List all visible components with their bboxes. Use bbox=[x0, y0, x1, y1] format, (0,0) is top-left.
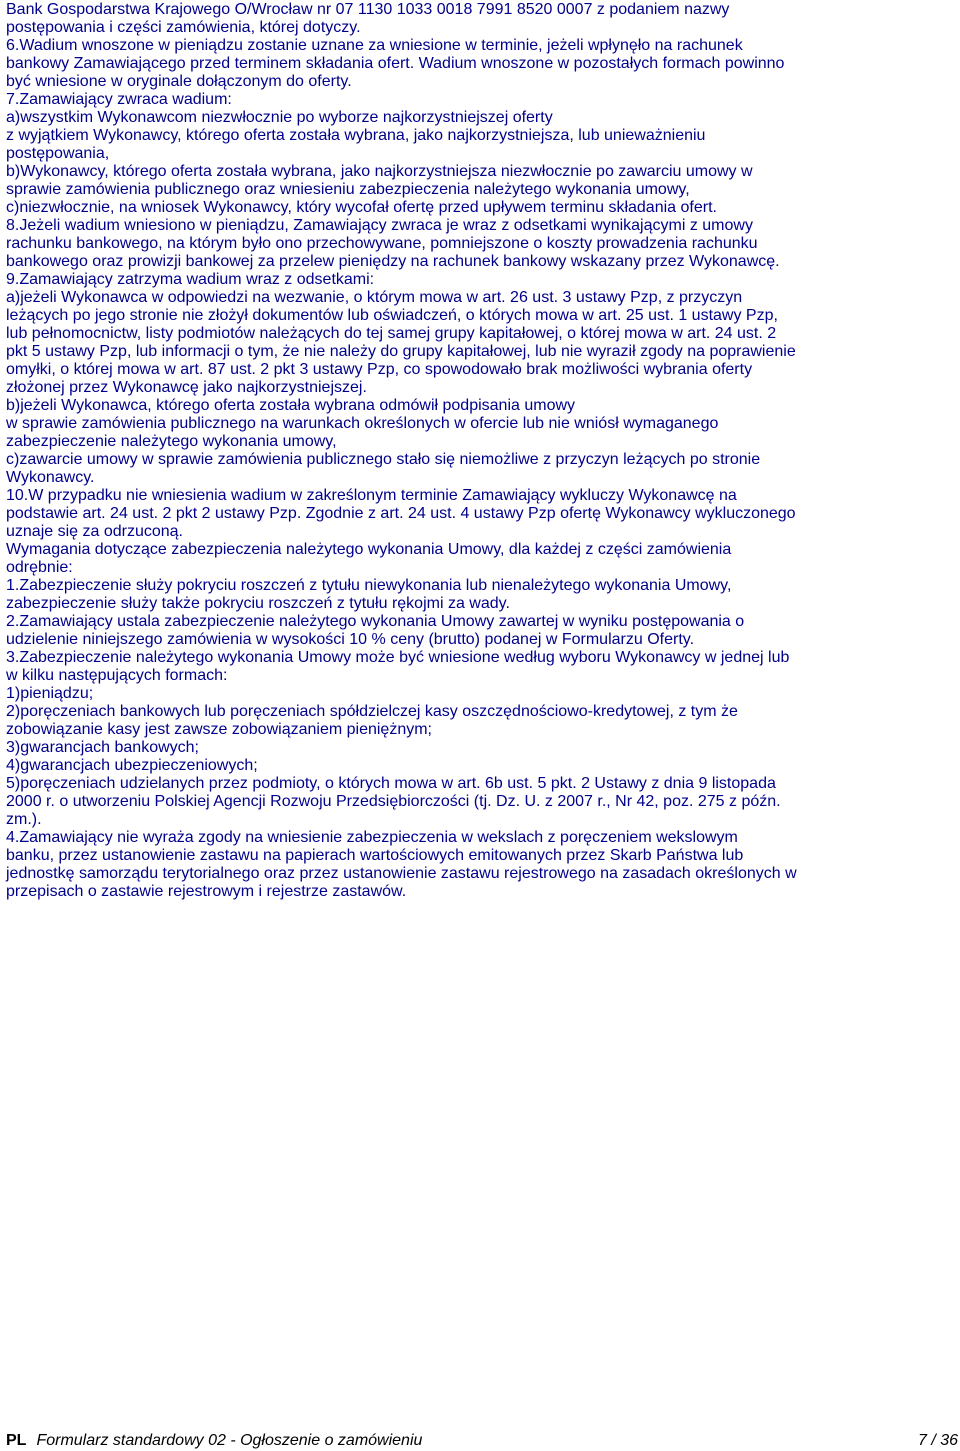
text-line: 7.Zamawiający zwraca wadium: bbox=[6, 91, 232, 108]
text-line: 1)pieniądzu; bbox=[6, 685, 94, 702]
text-line: 9.Zamawiający zatrzyma wadium wraz z odsetkami: bbox=[6, 271, 375, 288]
text-line: banku, przez ustanowienie zastawu na papierach wartościowych emitowanych przez Skarb Państwa lub bbox=[6, 847, 744, 864]
text-line: leżących po jego stronie nie złożył dokumentów lub oświadczeń, o których mowa w art. 25 ust. 1 ustawy Pzp, bbox=[6, 307, 778, 324]
text-line: 3)gwarancjach bankowych; bbox=[6, 739, 199, 756]
text-line: 4)gwarancjach ubezpieczeniowych; bbox=[6, 757, 258, 774]
text-line: udzielenie niniejszego zamówienia w wysokości 10 % ceny (brutto) podanej w Formularzu Oferty. bbox=[6, 631, 695, 648]
text-line: Bank Gospodarstwa Krajowego O/Wrocław nr 07 1130 1033 0018 7991 8520 0007 z podaniem nazwy bbox=[6, 1, 730, 18]
language-code: PL bbox=[6, 1432, 27, 1449]
text-line: postępowania, bbox=[6, 145, 110, 162]
text-line: 10.W przypadku nie wniesienia wadium w zakreślonym terminie Zamawiający wykluczy Wykonawcę na bbox=[6, 487, 737, 504]
text-line: zobowiązanie kasy jest zawsze zobowiązaniem pieniężnym; bbox=[6, 721, 432, 738]
text-line: b)Wykonawcy, którego oferta została wybrana, jako najkorzystniejsza niezwłocznie po zawarciu umowy w bbox=[6, 163, 753, 180]
text-line: 2000 r. o utworzeniu Polskiej Agencji Rozwoju Przedsiębiorczości (tj. Dz. U. z 2007 r., Nr 42, poz. 275 z późn. bbox=[6, 793, 781, 810]
text-line: 6.Wadium wnoszone w pieniądzu zostanie uznane za wniesione w terminie, jeżeli wpłynęło na rachunek bbox=[6, 37, 743, 54]
document-body bbox=[6, 1, 956, 901]
text-line: 2)poręczeniach bankowych lub poręczeniach spółdzielczej kasy oszczędnościowo-kredytowej, z tym że bbox=[6, 703, 738, 720]
text-line: postępowania i części zamówienia, której dotyczy. bbox=[6, 19, 361, 36]
page-footer bbox=[6, 1432, 958, 1450]
text-line: bankowy Zamawiającego przed terminem składania ofert. Wadium wnoszone w pozostałych formach powinno bbox=[6, 55, 785, 72]
text-line: pkt 5 ustawy Pzp, lub informacji o tym, że nie należy do grupy kapitałowej, lub nie wyraził zgody na poprawienie bbox=[6, 343, 796, 360]
text-line: Wykonawcy. bbox=[6, 469, 95, 486]
text-line: 2.Zamawiający ustala zabezpieczenie należytego wykonania Umowy zawartej w wyniku postępowania o bbox=[6, 613, 745, 630]
text-line: rachunku bankowego, na którym było ono przechowywane, pomniejszone o koszty prowadzenia rachunku bbox=[6, 235, 758, 252]
text-line: 4.Zamawiający nie wyraża zgody na wniesienie zabezpieczenia w wekslach z poręczeniem wekslowym bbox=[6, 829, 738, 846]
form-title: Formularz standardowy 02 - Ogłoszenie o zamówieniu bbox=[36, 1432, 423, 1449]
text-line: 1.Zabezpieczenie służy pokryciu roszczeń z tytułu niewykonania lub nienależytego wykonania Umowy, bbox=[6, 577, 732, 594]
text-line: w sprawie zamówienia publicznego na warunkach określonych w ofercie lub nie wniósł wymaganego bbox=[6, 415, 719, 432]
text-line: 3.Zabezpieczenie należytego wykonania Umowy może być wniesione według wyboru Wykonawcy w jednej lub bbox=[6, 649, 790, 666]
text-line: w kilku następujących formach: bbox=[6, 667, 228, 684]
page-number: 7 / 36 bbox=[917, 1432, 958, 1449]
text-line: jednostkę samorządu terytorialnego oraz przez ustanowienie zastawu rejestrowego na zasadach określonych w bbox=[6, 865, 797, 882]
text-line: omyłki, o której mowa w art. 87 ust. 2 pkt 3 ustawy Pzp, co spowodowało brak możliwości wybrania oferty bbox=[6, 361, 753, 378]
text-line: złożonej przez Wykonawcę jako najkorzystniejszej. bbox=[6, 379, 367, 396]
text-line: 5)poręczeniach udzielanych przez podmioty, o których mowa w art. 6b ust. 5 pkt. 2 Ustawy z dnia 9 listopada bbox=[6, 775, 776, 792]
text-line: b)jeżeli Wykonawca, którego oferta została wybrana odmówił podpisania umowy bbox=[6, 397, 576, 414]
text-line: odrębnie: bbox=[6, 559, 73, 576]
text-line: a)jeżeli Wykonawca w odpowiedzi na wezwanie, o którym mowa w art. 26 ust. 3 ustawy Pzp, z przyczyn bbox=[6, 289, 743, 306]
text-line: zabezpieczenie należytego wykonania umowy, bbox=[6, 433, 337, 450]
text-line: przepisach o zastawie rejestrowym i rejestrze zastawów. bbox=[6, 883, 407, 900]
text-line: a)wszystkim Wykonawcom niezwłocznie po wyborze najkorzystniejszej oferty bbox=[6, 109, 553, 126]
text-line: c)niezwłocznie, na wniosek Wykonawcy, który wycofał ofertę przed upływem terminu składania ofert. bbox=[6, 199, 717, 216]
text-line: lub pełnomocnictw, listy podmiotów należących do tej samej grupy kapitałowej, o której mowa w art. 24 ust. 2 bbox=[6, 325, 777, 342]
text-line: z wyjątkiem Wykonawcy, którego oferta została wybrana, jako najkorzystniejsza, lub unieważnieniu bbox=[6, 127, 706, 144]
text-line: zabezpieczenie służy także pokryciu roszczeń z tytułu rękojmi za wady. bbox=[6, 595, 510, 612]
text-line: 8.Jeżeli wadium wniesiono w pieniądzu, Zamawiający zwraca je wraz z odsetkami wynikającymi z umowy bbox=[6, 217, 753, 234]
text-line: uznaje się za odrzuconą. bbox=[6, 523, 183, 540]
text-line: bankowego oraz prowizji bankowej za przelew pieniędzy na rachunek bankowy wskazany przez Wykonawcę. bbox=[6, 253, 780, 270]
text-line: sprawie zamówienia publicznego oraz wniesieniu zabezpieczenia należytego wykonania umowy, bbox=[6, 181, 690, 198]
text-line: być wniesione w oryginale dołączonym do oferty. bbox=[6, 73, 352, 90]
text-line: podstawie art. 24 ust. 2 pkt 2 ustawy Pzp. Zgodnie z art. 24 ust. 4 ustawy Pzp ofertę Wykonawcy wykluczonego bbox=[6, 505, 796, 522]
text-line: c)zawarcie umowy w sprawie zamówienia publicznego stało się niemożliwe z przyczyn leżących po stronie bbox=[6, 451, 761, 468]
text-line: zm.). bbox=[6, 811, 42, 828]
text-line: Wymagania dotyczące zabezpieczenia należytego wykonania Umowy, dla każdej z części zamówienia bbox=[6, 541, 732, 558]
